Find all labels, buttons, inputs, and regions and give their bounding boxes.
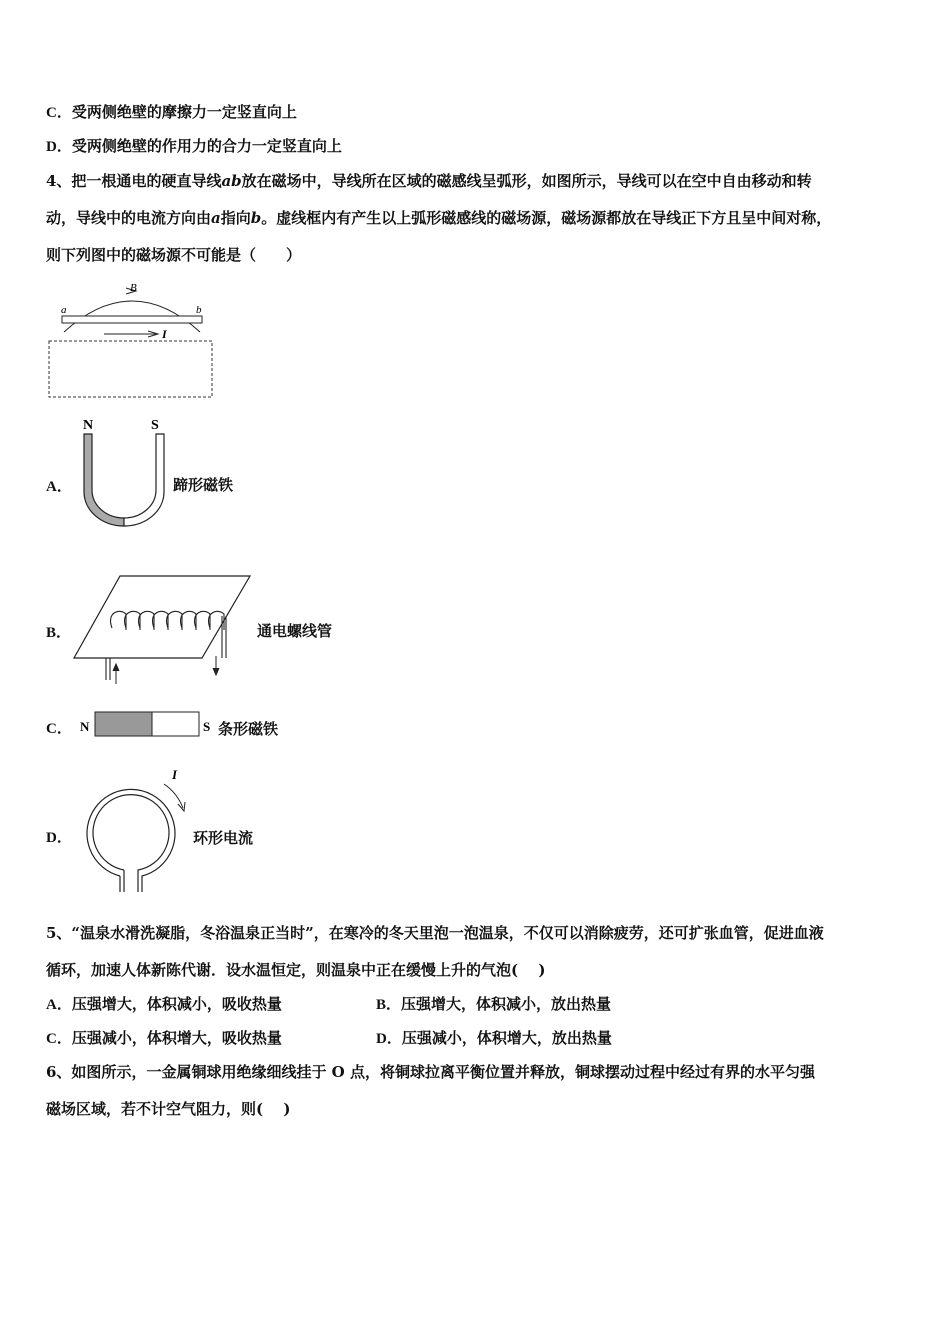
magnet-n-half [95,712,152,736]
pole-s: S [203,719,211,734]
option-label: C． [46,721,72,737]
q4-option-b [46,622,71,643]
q3-option-d [46,136,342,157]
label-field-b: B [130,282,137,294]
bar-magnet-figure [78,709,218,741]
q4-stem-line-3 [46,245,301,265]
stem-text: 循环，加速人体新陈代谢．设水温恒定，则温泉中正在缓慢上升的气泡( ) [46,961,546,979]
q5-option-c [46,1028,282,1049]
option-text: 压强增大，体积减小，吸收热量 [71,995,282,1013]
stem-text: 则下列图中的磁场源不可能是（ ） [46,246,302,264]
current-in-arrow-head [113,664,119,671]
current-direction-arc [164,784,183,808]
q5-stem-line-1 [46,923,824,943]
current-out-arrow-head [213,668,219,675]
option-label: D． [46,139,72,155]
point-a-label: a [211,209,221,227]
q6-stem-line-2 [46,1099,290,1119]
q4-option-d [46,827,72,848]
magnet-s-arm [124,434,164,526]
option-label: D． [376,1031,402,1047]
ring-current-figure [76,764,191,894]
stem-text: 6、如图所示，一金属铜球用绝缘细线挂于 O 点，将铜球拉离平衡位置并释放，铜球摆动过程中经过有界的水平匀强 [46,1063,815,1081]
stem-text: 。虚线框内有产生以上弧形磁感线的磁场源，磁场源都放在导线正下方且呈中间对称， [261,209,832,227]
caption-solenoid: 通电螺线管 [257,622,333,640]
option-text: 压强减小，体积增大，吸收热量 [71,1029,282,1047]
ring-outer [87,789,175,892]
stem-text: 4、把一根通电的硬直导线 [46,172,222,190]
option-text: 压强增大，体积减小，放出热量 [401,995,612,1013]
solenoid-figure [72,572,252,690]
option-label: D． [46,830,72,846]
wire [62,316,202,323]
horseshoe-magnet-figure [78,412,173,532]
q3-option-c [46,102,297,123]
caption-bar-magnet: 条形磁铁 [218,720,279,738]
stem-text: 5、“温泉水滑洗凝脂，冬浴温泉正当时”，在寒冷的冬天里泡一泡温泉，不仅可以消除疲劳，还可扩张血管，促进血液 [46,924,824,942]
option-label: A． [46,997,72,1013]
q5-option-b [376,994,611,1015]
q4-option-a [46,476,72,497]
wire-field-figure [44,280,219,402]
q5-option-a [46,994,282,1015]
ring-inner [93,795,169,892]
label-a: a [61,304,67,316]
pole-n: N [83,418,94,433]
caption-horseshoe: 蹄形磁铁 [173,476,234,494]
stem-text: 动，导线中的电流方向由 [46,209,212,227]
q5-option-d [376,1028,612,1049]
wire-label: ab [221,172,242,190]
option-label: B． [376,997,402,1013]
option-text: 受两侧绝壁的作用力的合力一定竖直向上 [71,137,342,155]
option-text: 受两侧绝壁的摩擦力一定竖直向上 [71,103,297,121]
option-label: A． [46,479,72,495]
magnet-n-arm [84,434,124,526]
magnet-s-half [152,712,199,736]
option-label: C． [46,105,72,121]
q5-stem-line-2 [46,960,545,980]
stem-text: 磁场区域，若不计空气阻力，则( ) [46,1100,291,1118]
pole-s: S [151,418,159,433]
pole-n: N [80,719,90,734]
q4-stem-line-1 [46,171,812,191]
label-current: I [172,767,178,782]
label-current: I [162,327,167,341]
option-label: C． [46,1031,72,1047]
caption-ring-current: 环形电流 [193,829,254,847]
option-label: B． [46,625,72,641]
label-b: b [196,304,202,316]
stem-text: 放在磁场中，导线所在区域的磁感线呈弧形，如图所示，导线可以在空中自由移动和转 [241,172,812,190]
dashed-box [49,341,212,397]
q4-stem-line-2 [46,208,831,228]
q6-stem-line-1 [46,1062,815,1082]
stem-text: 指向 [220,209,251,227]
point-b-label: b [250,209,262,227]
option-text: 压强减小，体积增大，放出热量 [401,1029,612,1047]
q4-option-c [46,718,72,739]
